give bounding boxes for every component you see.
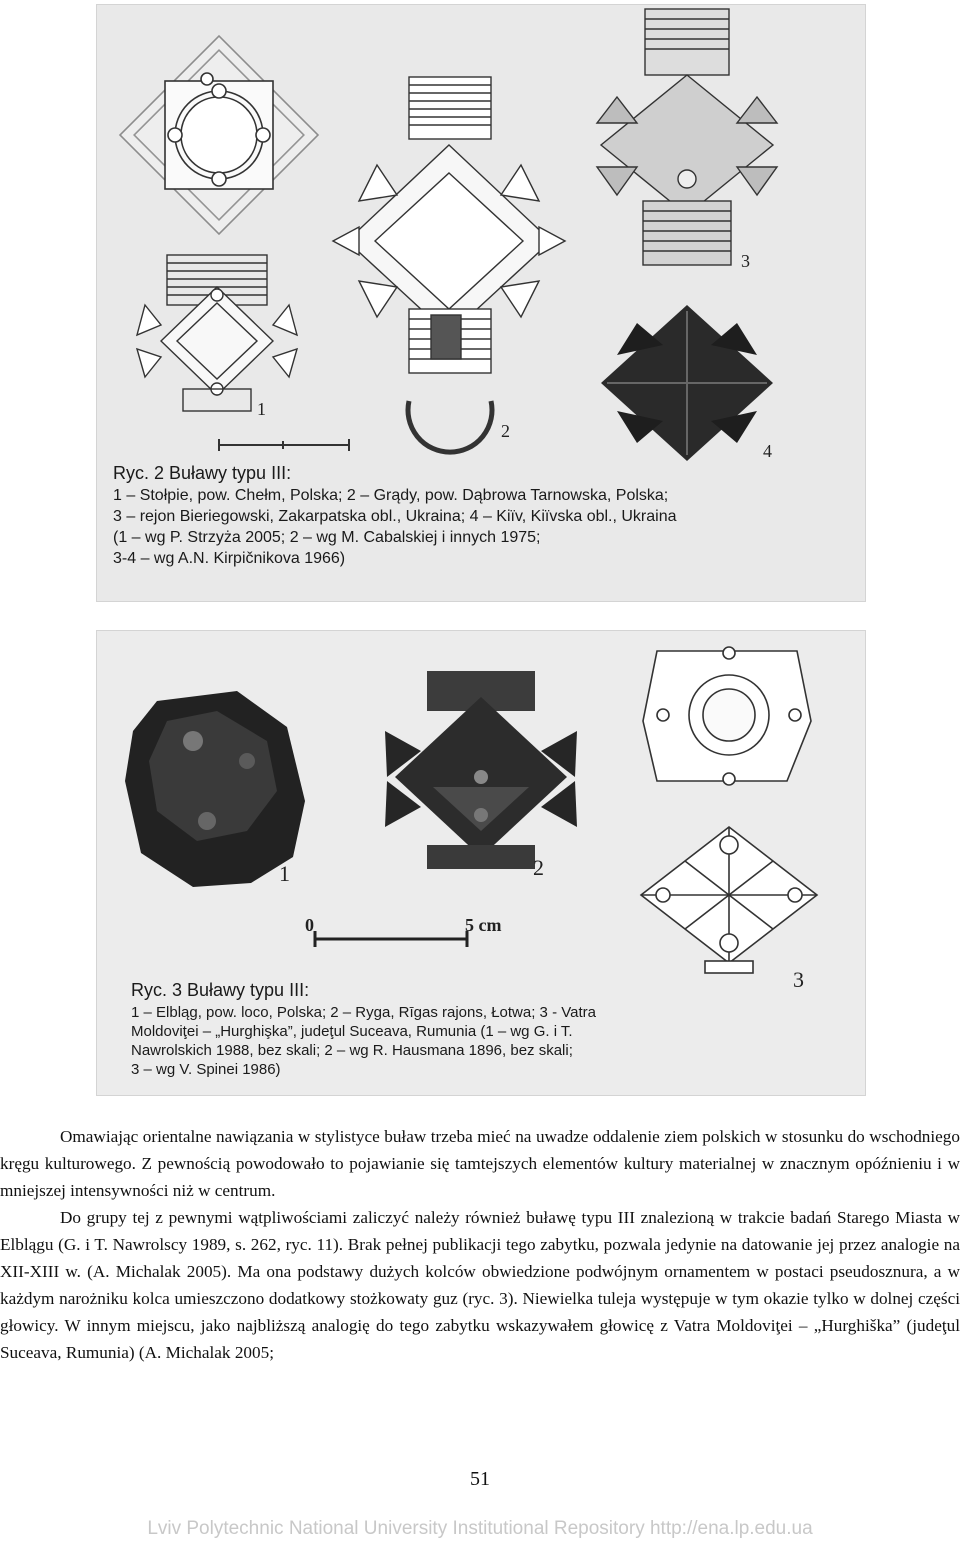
mace-2-photo <box>385 671 577 869</box>
fig3-label-2: 2 <box>533 855 544 880</box>
mace-4-photo <box>601 305 773 461</box>
figure-2-caption-line: 3-4 – wg A.N. Kirpičnikova 1966) <box>113 550 346 567</box>
paragraph: Do grupy tej z pewnymi wątpliwościami zaliczyć należy również buławę typu III znalezioną w trakcie badań Starego Miasta w Elblągu (G. i T. Nawrolscy 1989, s. 262, ryc. 11). Brak pełnej publikacji tego zabytku, pozwala jedynie na datowanie jej przez analogie na XII-XIII w. (A. Michalak 2005). Ma ona podstawy dużych kolców obwiedzione podwójnym ornamentem w postaci pseudosznura, a w każdym narożniku kolca umieszczono dodatkowy stożkowaty guz (ryc. 3). Niewielka tuleja występuje w tym okazie tylko w dolnej części głowicy. W innym miejscu, jako najbliższą analogię do tego zabytku wskazywałem głowicę z Vatra Moldoviţei – „Hurghiška” (judeţul Suceava, Rumunia) (A. Michalak 2005; <box>0 1208 960 1362</box>
figure-3-caption <box>131 977 851 1079</box>
repository-footer: Lviv Polytechnic National University Institutional Repository http://ena.lp.edu.ua <box>147 1518 813 1539</box>
page-number: 51 <box>470 1468 490 1490</box>
fig2-label-1: 1 <box>257 399 266 419</box>
figure-3-caption-line: Nawrolskich 1988, bez skali; 2 – wg R. Hausmana 1896, bez skali; <box>131 1042 573 1059</box>
figure-3-scale-bar <box>315 931 467 947</box>
paragraph: Omawiając orientalne nawiązania w stylistyce buław trzeba mieć na uwadze oddalenie ziem polskich w stosunku do wschodniego kręgu kulturowego. Z pewnością powodowało to pojawianie się tamtejszych elementów kultury materialnej w znacznym opóźnieniu i w mniejszej intensywności niż w centrum. <box>0 1127 960 1200</box>
mace-3-side-view <box>641 827 817 973</box>
figure-3 <box>96 630 866 1096</box>
mace-3-drawing <box>597 9 777 265</box>
fig2-label-2: 2 <box>501 421 510 441</box>
figure-3-caption-line: Moldoviţei – „Hurghişka”, judeţul Suceava, Rumunia (1 – wg G. i T. <box>131 1023 573 1040</box>
figure-3-caption-title: Ryc. 3 Buławy typu III: <box>131 980 310 1000</box>
figure-2-caption-line: (1 – wg P. Strzyża 2005; 2 – wg M. Cabalskiej i innych 1975; <box>113 529 541 546</box>
fig3-scale-start: 0 <box>305 915 314 935</box>
figure-3-caption-line: 1 – Elbląg, pow. loco, Polska; 2 – Ryga, Rīgas rajons, Łotwa; 3 - Vatra <box>131 1004 596 1021</box>
figure-3-caption-line: 3 – wg V. Spinei 1986) <box>131 1061 281 1078</box>
figure-2-scale-bar <box>219 439 349 451</box>
fig3-label-3: 3 <box>793 967 804 992</box>
figure-2 <box>96 4 866 602</box>
fig3-scale-end: 5 cm <box>465 915 502 935</box>
figure-2-caption-title: Ryc. 2 Buławy typu III: <box>113 463 292 483</box>
mace-3-top-view <box>643 647 811 785</box>
figure-2-caption-line: 3 – rejon Bieriegowski, Zakarpatska obl., Ukraina; 4 – Kiïv, Kiïvska obl., Ukraina <box>113 508 677 525</box>
mace-2-drawing <box>333 77 565 452</box>
mace-1-side-view <box>137 255 297 411</box>
mace-1-top-view <box>120 36 318 234</box>
figure-2-caption-line: 1 – Stołpie, pow. Chełm, Polska; 2 – Grądy, pow. Dąbrowa Tarnowska, Polska; <box>113 487 669 504</box>
body-text <box>0 1123 960 1366</box>
fig3-label-1: 1 <box>279 861 290 886</box>
mace-1-photo <box>125 691 305 887</box>
fig2-label-4: 4 <box>763 441 772 461</box>
fig2-label-3: 3 <box>741 251 750 271</box>
figure-2-caption <box>113 461 853 569</box>
